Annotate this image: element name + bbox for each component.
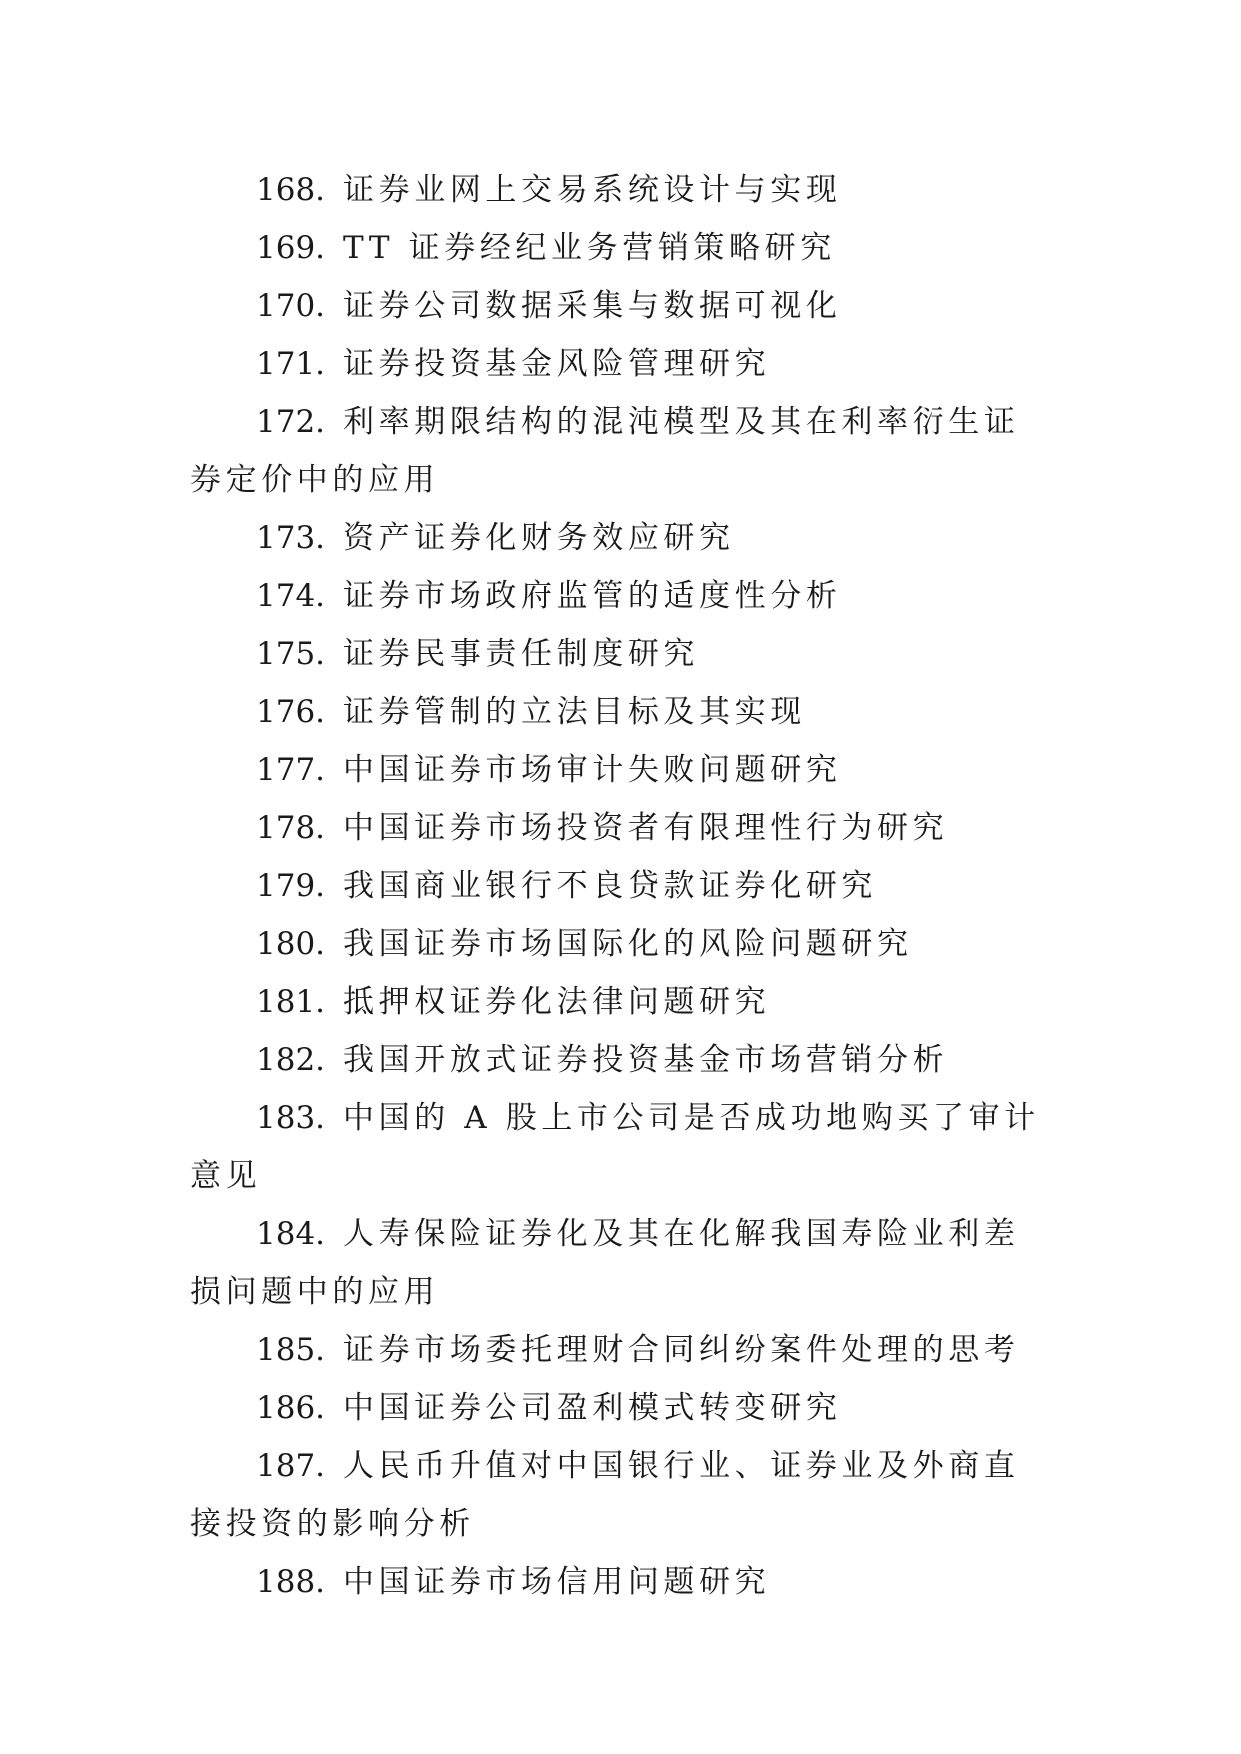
- list-item: [190, 219, 1050, 277]
- list-item: [190, 1089, 1050, 1205]
- topic-list: [190, 161, 1050, 1611]
- item-text: 我国商业银行不良贷款证券化研究: [343, 868, 878, 904]
- item-number: 174.: [256, 578, 326, 614]
- item-number: 176.: [256, 694, 326, 730]
- item-text: 中国的 A 股上市公司是否成功地购买了审计意见: [190, 1100, 1040, 1194]
- item-text: 抵押权证券化法律问题研究: [343, 984, 771, 1020]
- list-item: [190, 683, 1050, 741]
- item-text: 人寿保险证券化及其在化解我国寿险业利差损问题中的应用: [190, 1216, 1020, 1310]
- item-text: 利率期限结构的混沌模型及其在利率衍生证券定价中的应用: [190, 404, 1020, 498]
- item-number: 185.: [256, 1332, 326, 1368]
- list-item: [190, 277, 1050, 335]
- item-number: 175.: [256, 636, 326, 672]
- item-number: 186.: [256, 1390, 326, 1426]
- list-item: [190, 1205, 1050, 1321]
- item-text: 证券市场政府监管的适度性分析: [343, 578, 842, 614]
- item-number: 170.: [256, 288, 326, 324]
- item-text: 证券公司数据采集与数据可视化: [343, 288, 842, 324]
- item-number: 187.: [256, 1448, 326, 1484]
- list-item: [190, 625, 1050, 683]
- item-number: 177.: [256, 752, 326, 788]
- item-text: 中国证券市场审计失败问题研究: [343, 752, 842, 788]
- item-text: 资产证券化财务效应研究: [343, 520, 735, 556]
- item-text: 中国证券市场信用问题研究: [343, 1564, 771, 1600]
- list-item: [190, 1321, 1050, 1379]
- item-text: 人民币升值对中国银行业、证券业及外商直接投资的影响分析: [190, 1448, 1020, 1542]
- list-item: [190, 393, 1050, 509]
- list-item: [190, 1031, 1050, 1089]
- item-text: 证券投资基金风险管理研究: [343, 346, 771, 382]
- item-number: 183.: [256, 1100, 326, 1136]
- item-number: 171.: [256, 346, 326, 382]
- list-item: [190, 799, 1050, 857]
- item-text: 我国证券市场国际化的风险问题研究: [343, 926, 913, 962]
- item-text: 证券业网上交易系统设计与实现: [343, 172, 842, 208]
- item-number: 169.: [256, 230, 326, 266]
- list-item: [190, 1437, 1050, 1553]
- item-number: 188.: [256, 1564, 326, 1600]
- item-number: 182.: [256, 1042, 326, 1078]
- list-item: [190, 509, 1050, 567]
- item-number: 181.: [256, 984, 326, 1020]
- item-text: 证券民事责任制度研究: [343, 636, 700, 672]
- list-item: [190, 915, 1050, 973]
- item-number: 179.: [256, 868, 326, 904]
- item-text: 我国开放式证券投资基金市场营销分析: [343, 1042, 949, 1078]
- item-number: 178.: [256, 810, 326, 846]
- item-number: 172.: [256, 404, 326, 440]
- list-item: [190, 567, 1050, 625]
- item-number: 168.: [256, 172, 326, 208]
- list-item: [190, 1379, 1050, 1437]
- list-item: [190, 857, 1050, 915]
- list-item: [190, 1553, 1050, 1611]
- item-text: 中国证券公司盈利模式转变研究: [343, 1390, 842, 1426]
- item-text: TT 证券经纪业务营销策略研究: [343, 230, 836, 266]
- item-text: 证券市场委托理财合同纠纷案件处理的思考: [343, 1332, 1020, 1368]
- item-text: 证券管制的立法目标及其实现: [343, 694, 806, 730]
- list-item: [190, 741, 1050, 799]
- item-number: 173.: [256, 520, 326, 556]
- item-number: 180.: [256, 926, 326, 962]
- item-text: 中国证券市场投资者有限理性行为研究: [343, 810, 949, 846]
- list-item: [190, 161, 1050, 219]
- list-item: [190, 335, 1050, 393]
- list-item: [190, 973, 1050, 1031]
- item-number: 184.: [256, 1216, 326, 1252]
